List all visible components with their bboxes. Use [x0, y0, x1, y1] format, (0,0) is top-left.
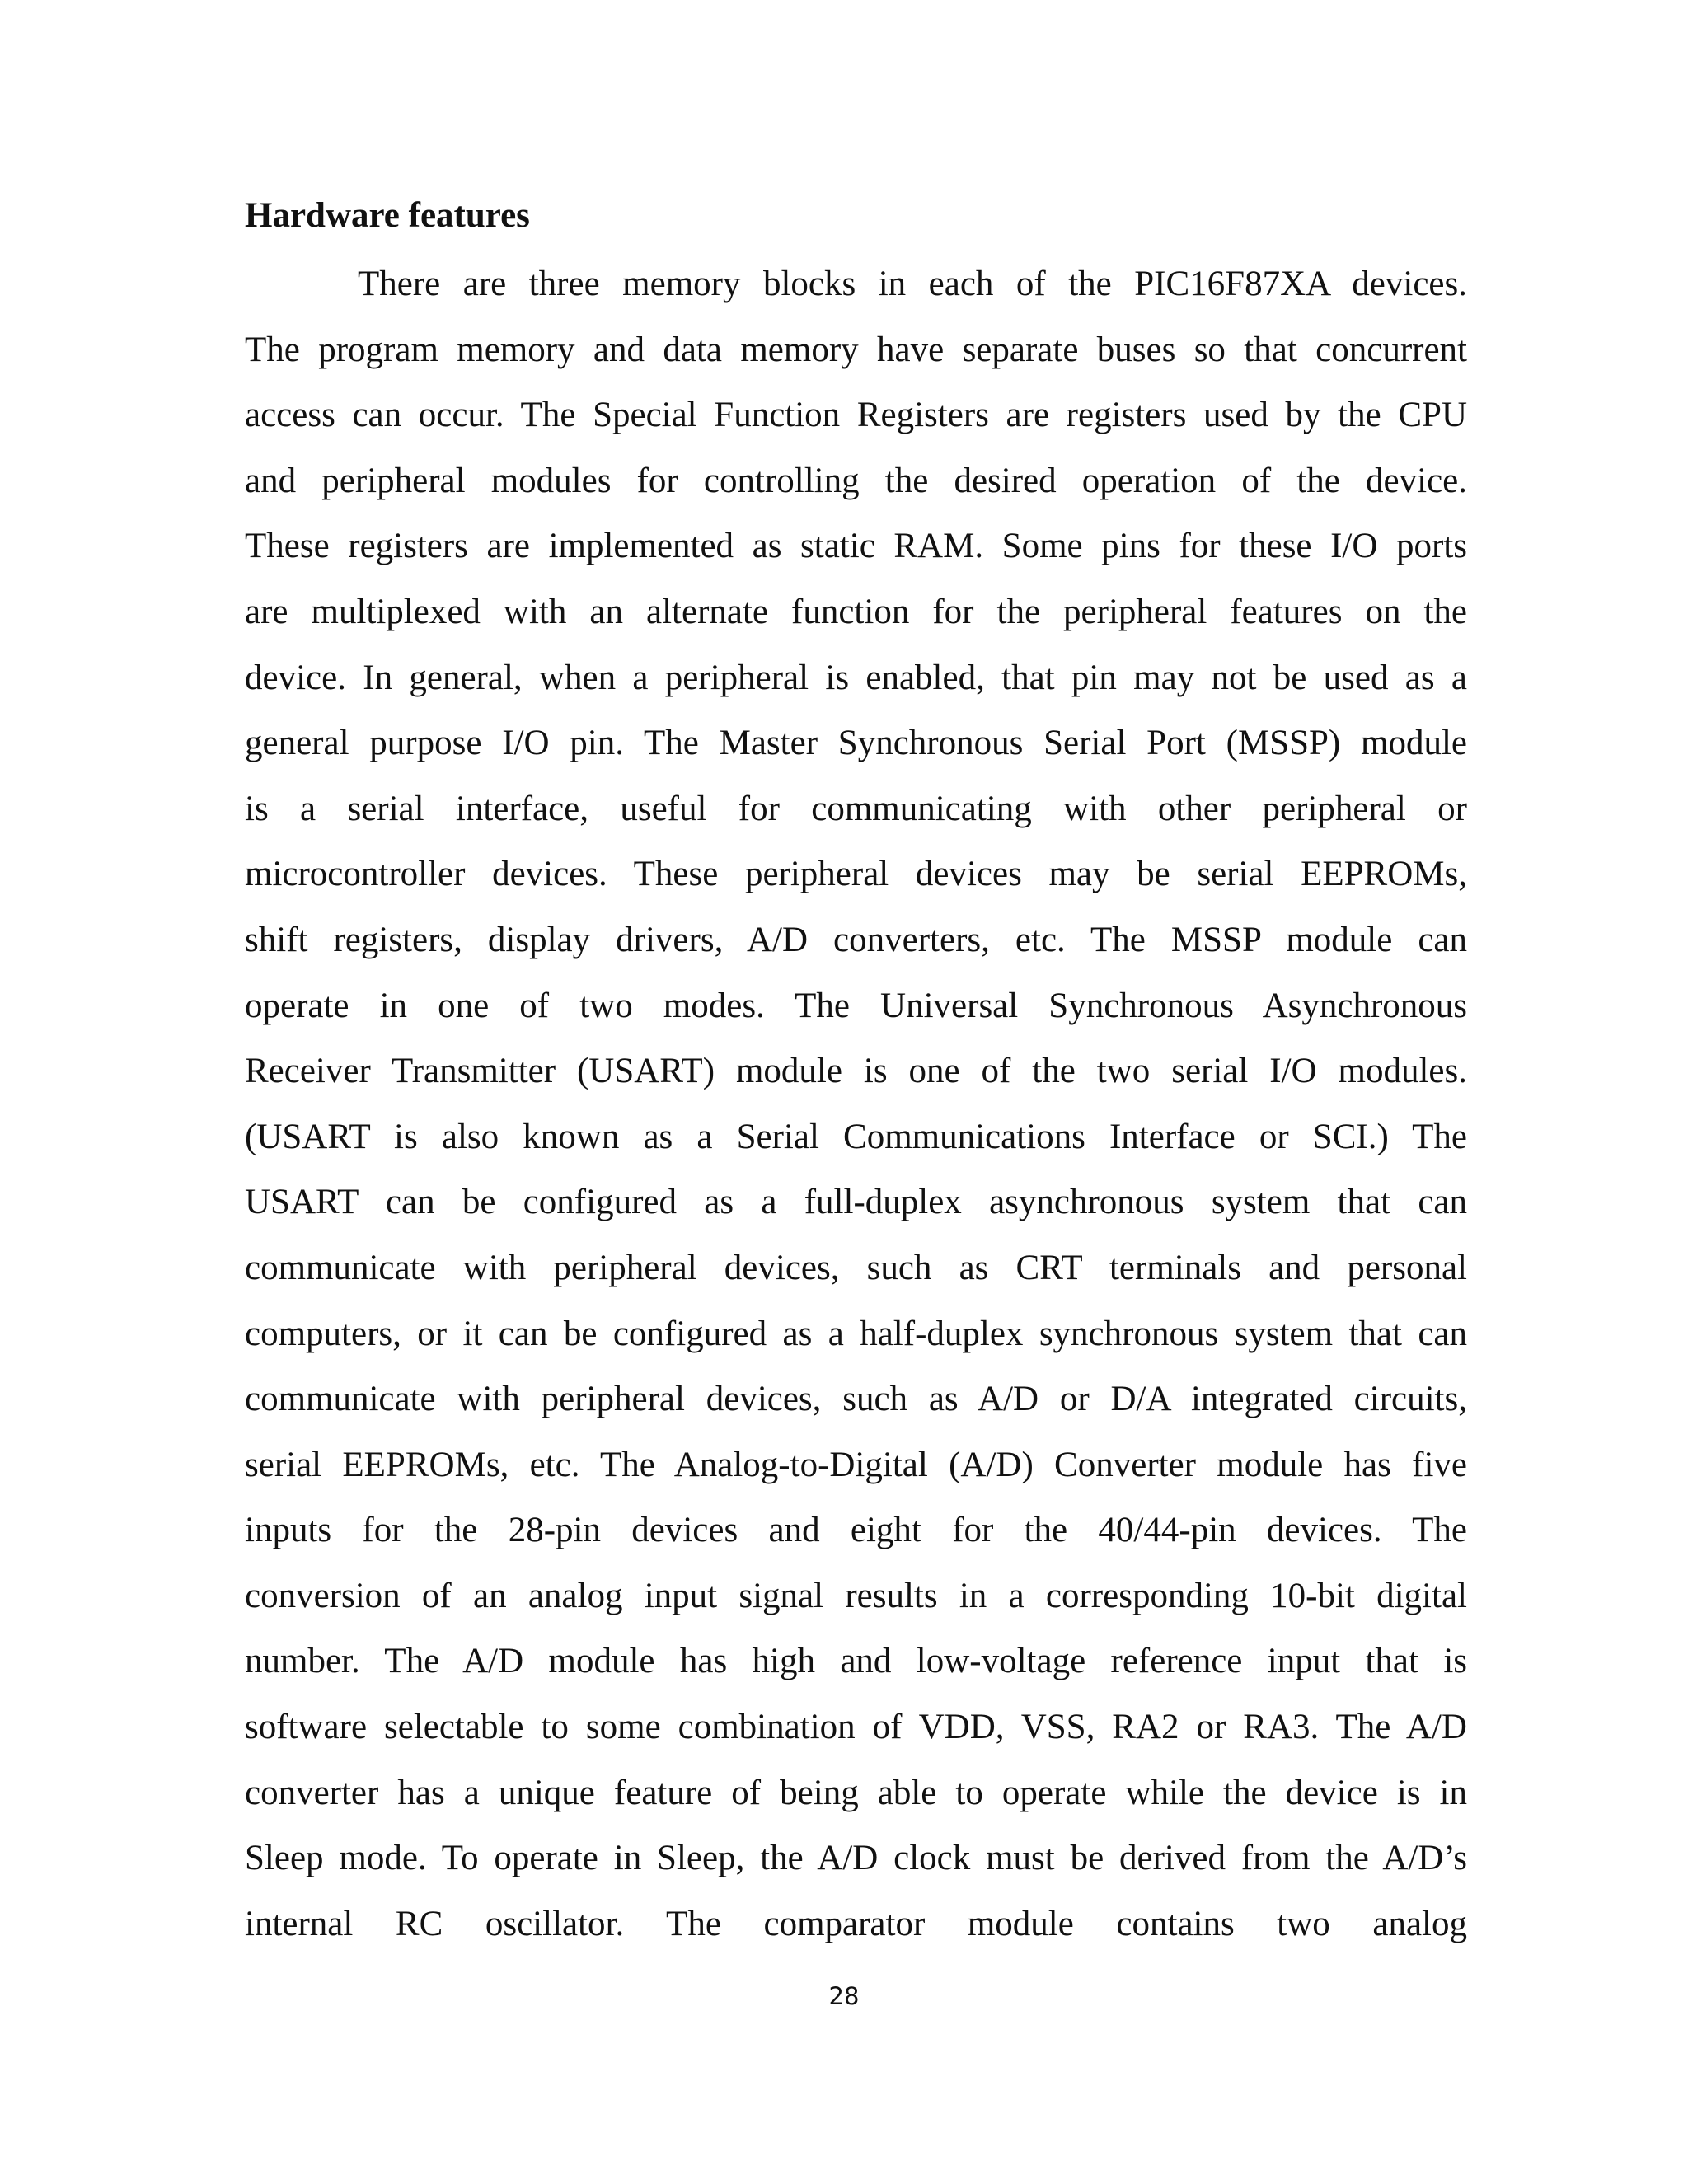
text-line: and peripheral modules for controlling the desired operation of the device. [245, 461, 1467, 500]
text-line: shift registers, display drivers, A/D converters, etc. The MSSP module can [245, 920, 1467, 959]
text-line: microcontroller devices. These peripheral devices may be serial EEPROMs, [245, 855, 1467, 894]
text-line: communicate with peripheral devices, such as CRT terminals and personal [245, 1248, 1467, 1287]
text-line: device. In general, when a peripheral is enabled, that pin may not be used as a [245, 658, 1467, 697]
text-line: are multiplexed with an alternate function for the peripheral features on the [245, 592, 1467, 631]
page-number: 28 [828, 1982, 860, 2010]
text-line: communicate with peripheral devices, such as A/D or D/A integrated circuits, [245, 1380, 1467, 1419]
text-line: USART can be configured as a full-duplex asynchronous system that can [245, 1183, 1467, 1222]
text-line: conversion of an analog input signal results in a corresponding 10-bit digital [245, 1576, 1467, 1615]
text-line: access can occur. The Special Function Registers are registers used by the CPU [245, 396, 1467, 435]
body-paragraph [245, 260, 1467, 1965]
text-line: software selectable to some combination of VDD, VSS, RA2 or RA3. The A/D [245, 1708, 1467, 1747]
text-line: The program memory and data memory have separate buses so that concurrent [245, 330, 1467, 369]
text-line: These registers are implemented as static RAM. Some pins for these I/O ports [245, 527, 1467, 566]
text-line: Receiver Transmitter (USART) module is one of the two serial I/O modules. [245, 1052, 1467, 1091]
text-line: internal RC oscillator. The comparator module contains two analog [245, 1904, 1467, 1943]
text-line: converter has a unique feature of being able to operate while the device is in [245, 1773, 1467, 1812]
text-line: serial EEPROMs, etc. The Analog-to-Digital (A/D) Converter module has five [245, 1445, 1467, 1484]
text-line: computers, or it can be configured as a half-duplex synchronous system that can [245, 1314, 1467, 1353]
text-line: operate in one of two modes. The Universal Synchronous Asynchronous [245, 986, 1467, 1025]
text-line: number. The A/D module has high and low-voltage reference input that is [245, 1642, 1467, 1681]
text-line: There are three memory blocks in each of the PIC16F87XA devices. [358, 265, 1467, 303]
text-line: Sleep mode. To operate in Sleep, the A/D clock must be derived from the A/D’s [245, 1839, 1467, 1878]
text-line: is a serial interface, useful for communicating with other peripheral or [245, 789, 1467, 828]
text-line: (USART is also known as a Serial Communications Interface or SCI.) The [245, 1117, 1467, 1156]
section-heading: Hardware features [245, 196, 530, 235]
text-line: inputs for the 28-pin devices and eight for the 40/44-pin devices. The [245, 1511, 1467, 1550]
text-line: general purpose I/O pin. The Master Synchronous Serial Port (MSSP) module [245, 724, 1467, 763]
